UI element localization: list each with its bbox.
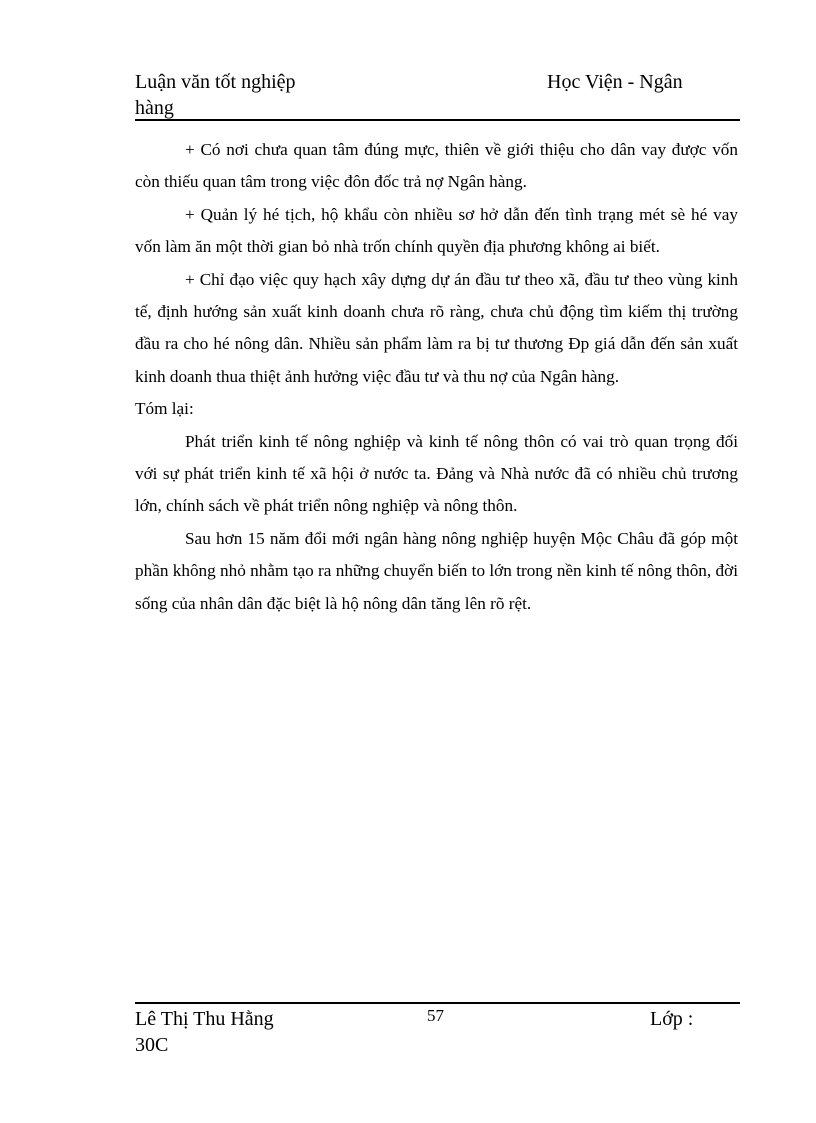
footer-class-code: 30C <box>135 1034 169 1056</box>
header-institution: Học Viện - Ngân <box>547 71 683 93</box>
footer-class-label: Lớp : <box>650 1008 694 1030</box>
footer-author-name: Lê Thị Thu Hằng <box>135 1008 274 1030</box>
header-thesis-title: Luận văn tốt nghiệp <box>135 71 296 93</box>
footer-divider <box>135 1002 740 1004</box>
summary-heading: Tóm lại: <box>135 399 194 419</box>
paragraph-2: + Quản lý hé tịch, hộ khẩu còn nhiều sơ hở dẫn đến tình trạng mét sè hé vay vốn làm ăn một thời gian bỏ nhà trốn chính quyền địa phương không ai biết. <box>135 204 738 257</box>
page-number: 57 <box>427 1006 444 1025</box>
body-text <box>135 134 738 620</box>
paragraph-4: Phát triển kinh tế nông nghiệp và kinh tế nông thôn có vai trò quan trọng đối với sự phát triển kinh tế xã hội ở nước ta. Đảng và Nhà nước đã có nhiều chủ trương lớn, chính sách về phát triển nông nghiệp và nông thôn. <box>135 431 738 516</box>
paragraph-1: + Có nơi chưa quan tâm đúng mực, thiên về giới thiệu cho dân vay được vốn còn thiếu quan tâm trong việc đôn đốc trả nợ Ngân hàng. <box>135 140 738 192</box>
paragraph-3: + Chỉ đạo việc quy hạch xây dựng dự án đầu tư theo xã, đầu tư theo vùng kinh tế, định hướng sản xuất kinh doanh chưa rõ ràng, chưa chủ động tìm kiếm thị trường đầu ra cho hé nông dân. Nhiều sản phẩm làm ra bị tư thương Ðp giá dẫn đến sản xuất kinh doanh thua thiệt ảnh hưởng việc đầu tư và thu nợ của Ngân hàng. <box>135 269 738 386</box>
header-institution-continued: hàng <box>135 97 174 119</box>
paragraph-5: Sau hơn 15 năm đổi mới ngân hàng nông nghiệp huyện Mộc Châu đã góp một phần không nhỏ nhằm tạo ra những chuyển biến to lớn trong nền kinh tế nông thôn, đời sống của nhân dân đặc biệt là hộ nông dân tăng lên rõ rệt. <box>135 528 738 613</box>
header-divider <box>135 119 740 121</box>
